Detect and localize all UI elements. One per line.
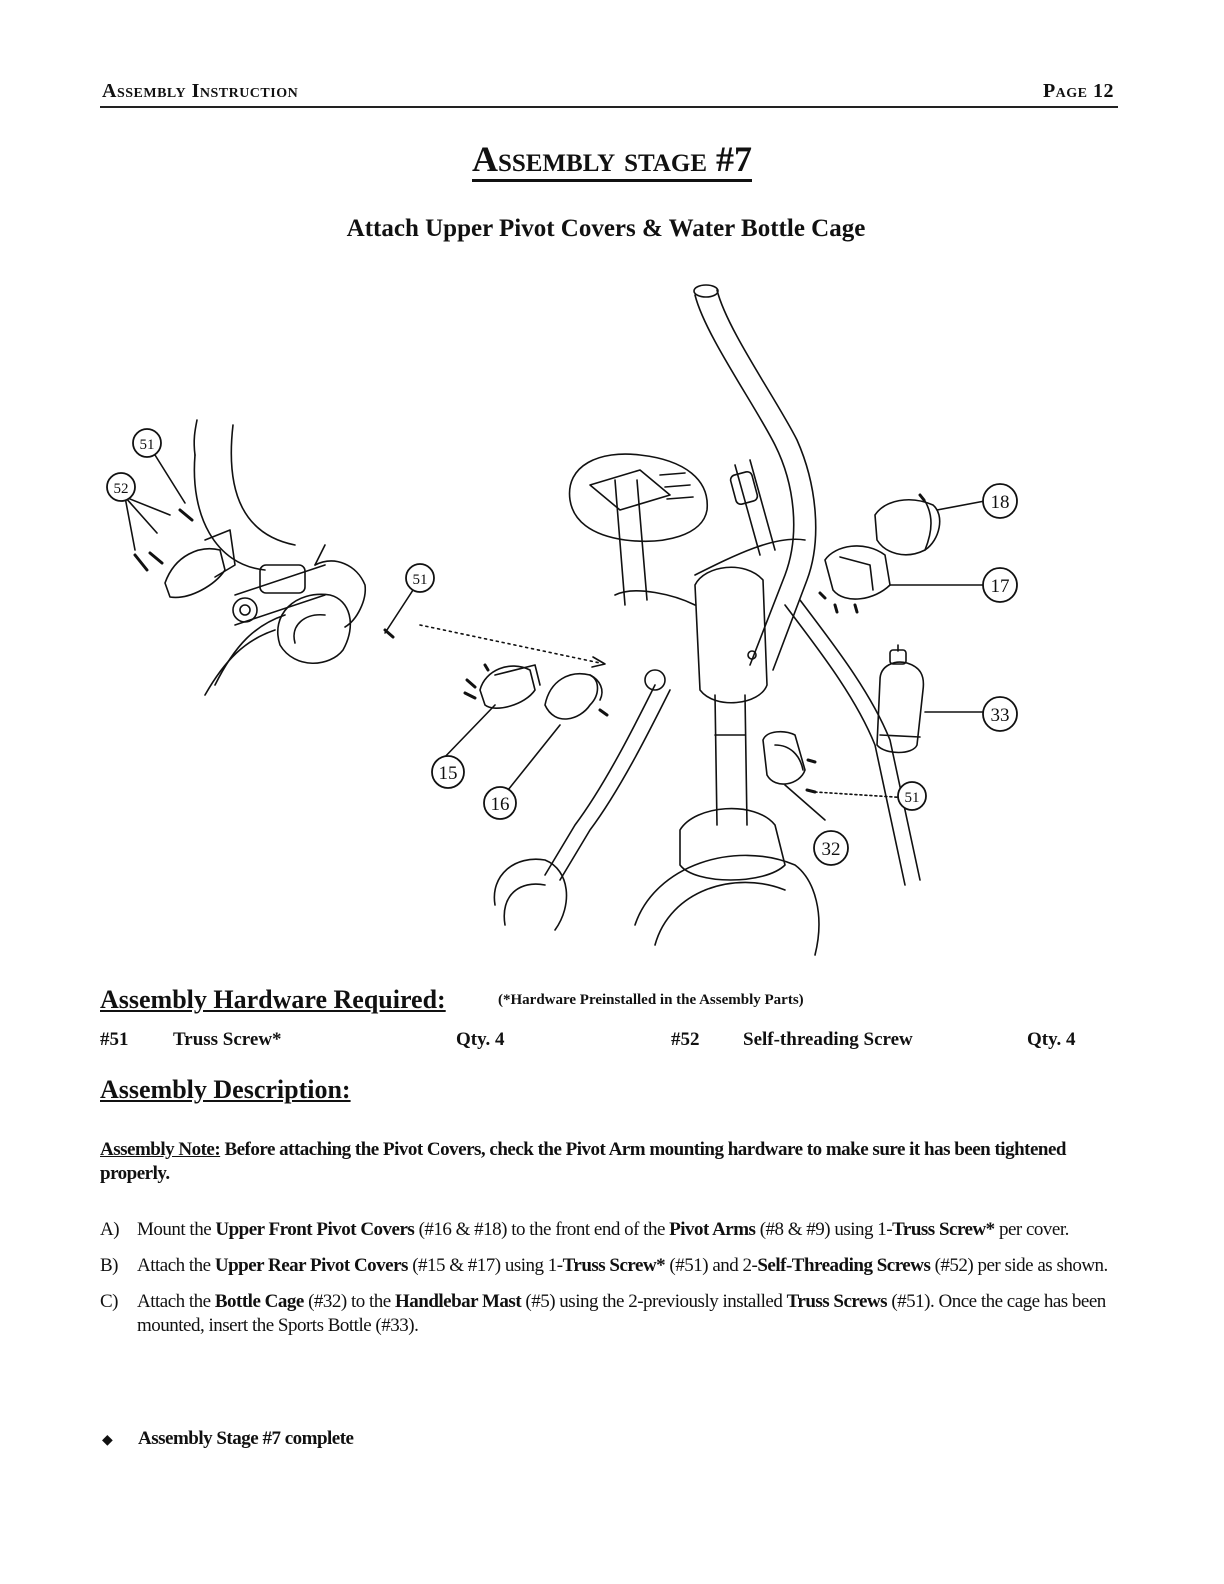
hardware-note: (*Hardware Preinstalled in the Assembly Parts) [498, 992, 804, 1008]
steps-list [100, 1218, 1120, 1350]
callout-label: 32 [821, 839, 841, 860]
hardware-item-name: Truss Screw* [173, 1029, 282, 1050]
diamond-bullet-icon: ◆ [102, 1433, 113, 1448]
step-text: (#32) to the [303, 1291, 395, 1312]
step-letter: C) [100, 1291, 118, 1312]
step-c [100, 1290, 1120, 1338]
step-text: (#52) per side as shown. [930, 1255, 1108, 1276]
stage-complete-text: Assembly Stage #7 complete [138, 1428, 354, 1449]
hardware-item-name: Self-threading Screw [743, 1029, 913, 1050]
page-header [100, 80, 1118, 108]
step-text: per cover. [994, 1219, 1069, 1240]
assembly-note [100, 1138, 1090, 1186]
callout-label: 51 [412, 572, 428, 588]
header-page-number: Page 12 [1042, 80, 1114, 102]
step-text: (#16 & #18) to the front end of the [414, 1219, 670, 1240]
step-text: (#5) using the 2-previously installed [521, 1291, 787, 1312]
description-heading: Assembly Description: [100, 1075, 351, 1104]
callout-label: 52 [113, 481, 129, 497]
callout-label: 16 [490, 794, 510, 815]
step-part-name: Truss Screws [786, 1291, 888, 1312]
step-part-name: Truss Screw* [892, 1219, 995, 1240]
callout-label: 17 [990, 576, 1010, 597]
callout-label: 15 [438, 763, 458, 784]
step-text: (#8 & #9) using 1- [755, 1219, 893, 1240]
step-part-name: Handlebar Mast [394, 1291, 522, 1312]
hardware-item-qty: Qty. 4 [1027, 1029, 1076, 1050]
callout-label: 33 [990, 705, 1010, 726]
step-part-name: Bottle Cage [214, 1291, 304, 1312]
step-text: Attach the [137, 1291, 215, 1312]
assembly-diagram [95, 265, 1135, 965]
callout-label: 51 [139, 437, 155, 453]
step-text: (#51). Once the cage has been mounted, insert the Sports Bottle (#33). [137, 1291, 1106, 1336]
step-text: (#15 & #17) using 1- [407, 1255, 563, 1276]
step-letter: A) [100, 1219, 120, 1240]
step-part-name: Truss Screw* [562, 1255, 666, 1276]
callout-label: 18 [990, 492, 1010, 513]
stage-complete [102, 1428, 354, 1450]
step-a [100, 1218, 1120, 1242]
page-title [0, 138, 1224, 180]
step-b [100, 1254, 1120, 1278]
step-letter: B) [100, 1255, 118, 1276]
page-subtitle: Attach Upper Pivot Covers & Water Bottle Cage [346, 215, 866, 242]
step-part-name: Upper Rear Pivot Covers [214, 1255, 408, 1276]
hardware-item-num: #52 [671, 1029, 700, 1050]
step-text: Attach the [137, 1255, 215, 1276]
note-text: Before attaching the Pivot Covers, check the Pivot Arm mounting hardware to make sure it has been tightened properly. [100, 1139, 1066, 1184]
hardware-heading: Assembly Hardware Required: [100, 985, 446, 1014]
step-part-name: Pivot Arms [669, 1219, 756, 1240]
hardware-item-num: #51 [100, 1029, 129, 1050]
step-part-name: Upper Front Pivot Covers [215, 1219, 415, 1240]
stage-title-text: Assembly stage #7 [472, 139, 752, 182]
callout-label: 51 [904, 790, 920, 806]
header-section-title: Assembly Instruction [102, 80, 299, 102]
step-part-name: Self-Threading Screws [757, 1255, 931, 1276]
hardware-item-qty: Qty. 4 [456, 1029, 505, 1050]
note-label: Assembly Note: [100, 1139, 221, 1160]
step-text: Mount the [137, 1219, 216, 1240]
step-text: (#51) and 2- [665, 1255, 758, 1276]
